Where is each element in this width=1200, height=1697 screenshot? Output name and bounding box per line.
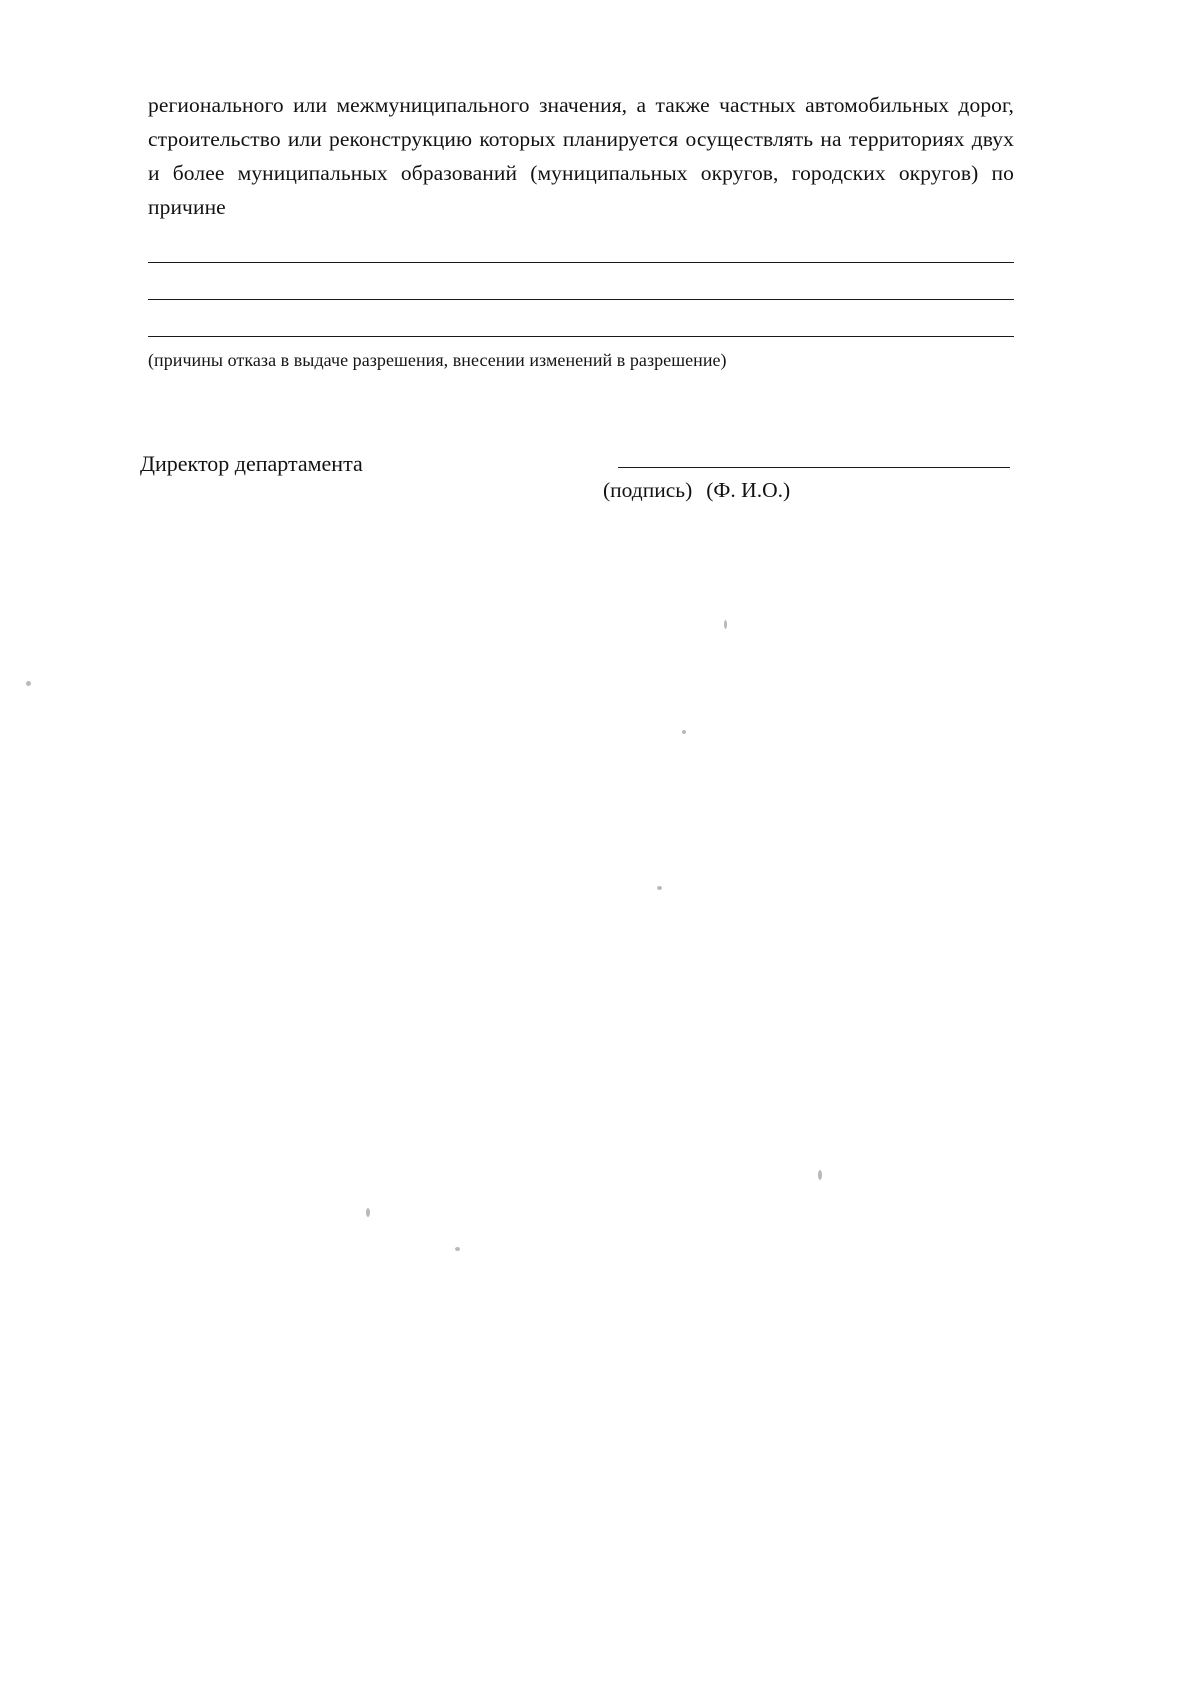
scan-speck bbox=[818, 1170, 822, 1180]
scan-speck bbox=[657, 886, 662, 890]
signature-block bbox=[140, 437, 1014, 527]
signature-caption-podpis: (подпись) bbox=[603, 478, 693, 502]
fill-in-line-1 bbox=[148, 262, 1014, 263]
signatory-title: Директор департамента bbox=[140, 451, 363, 476]
fill-in-line-3 bbox=[148, 336, 1014, 337]
fill-in-line-2 bbox=[148, 299, 1014, 300]
signature-caption bbox=[603, 475, 790, 505]
scan-speck bbox=[724, 620, 727, 629]
scan-speck bbox=[366, 1208, 370, 1217]
document-content bbox=[140, 88, 1014, 527]
scan-speck bbox=[682, 730, 686, 734]
fill-in-caption: (причины отказа в выдаче разрешения, внесении изменений в разрешение) bbox=[148, 350, 727, 370]
scan-speck bbox=[455, 1247, 460, 1251]
signature-line bbox=[618, 467, 1010, 468]
signature-caption-fio: (Ф. И.О.) bbox=[706, 478, 791, 502]
scan-speck bbox=[26, 681, 31, 686]
body-paragraph: регионального или межмуниципального значения, а также частных автомобильных дорог, строительство или реконструкцию которых планируется осуществлять на территориях двух и более муниципальных образований (муниципальных округов, городских округов) по причине bbox=[148, 93, 1014, 219]
